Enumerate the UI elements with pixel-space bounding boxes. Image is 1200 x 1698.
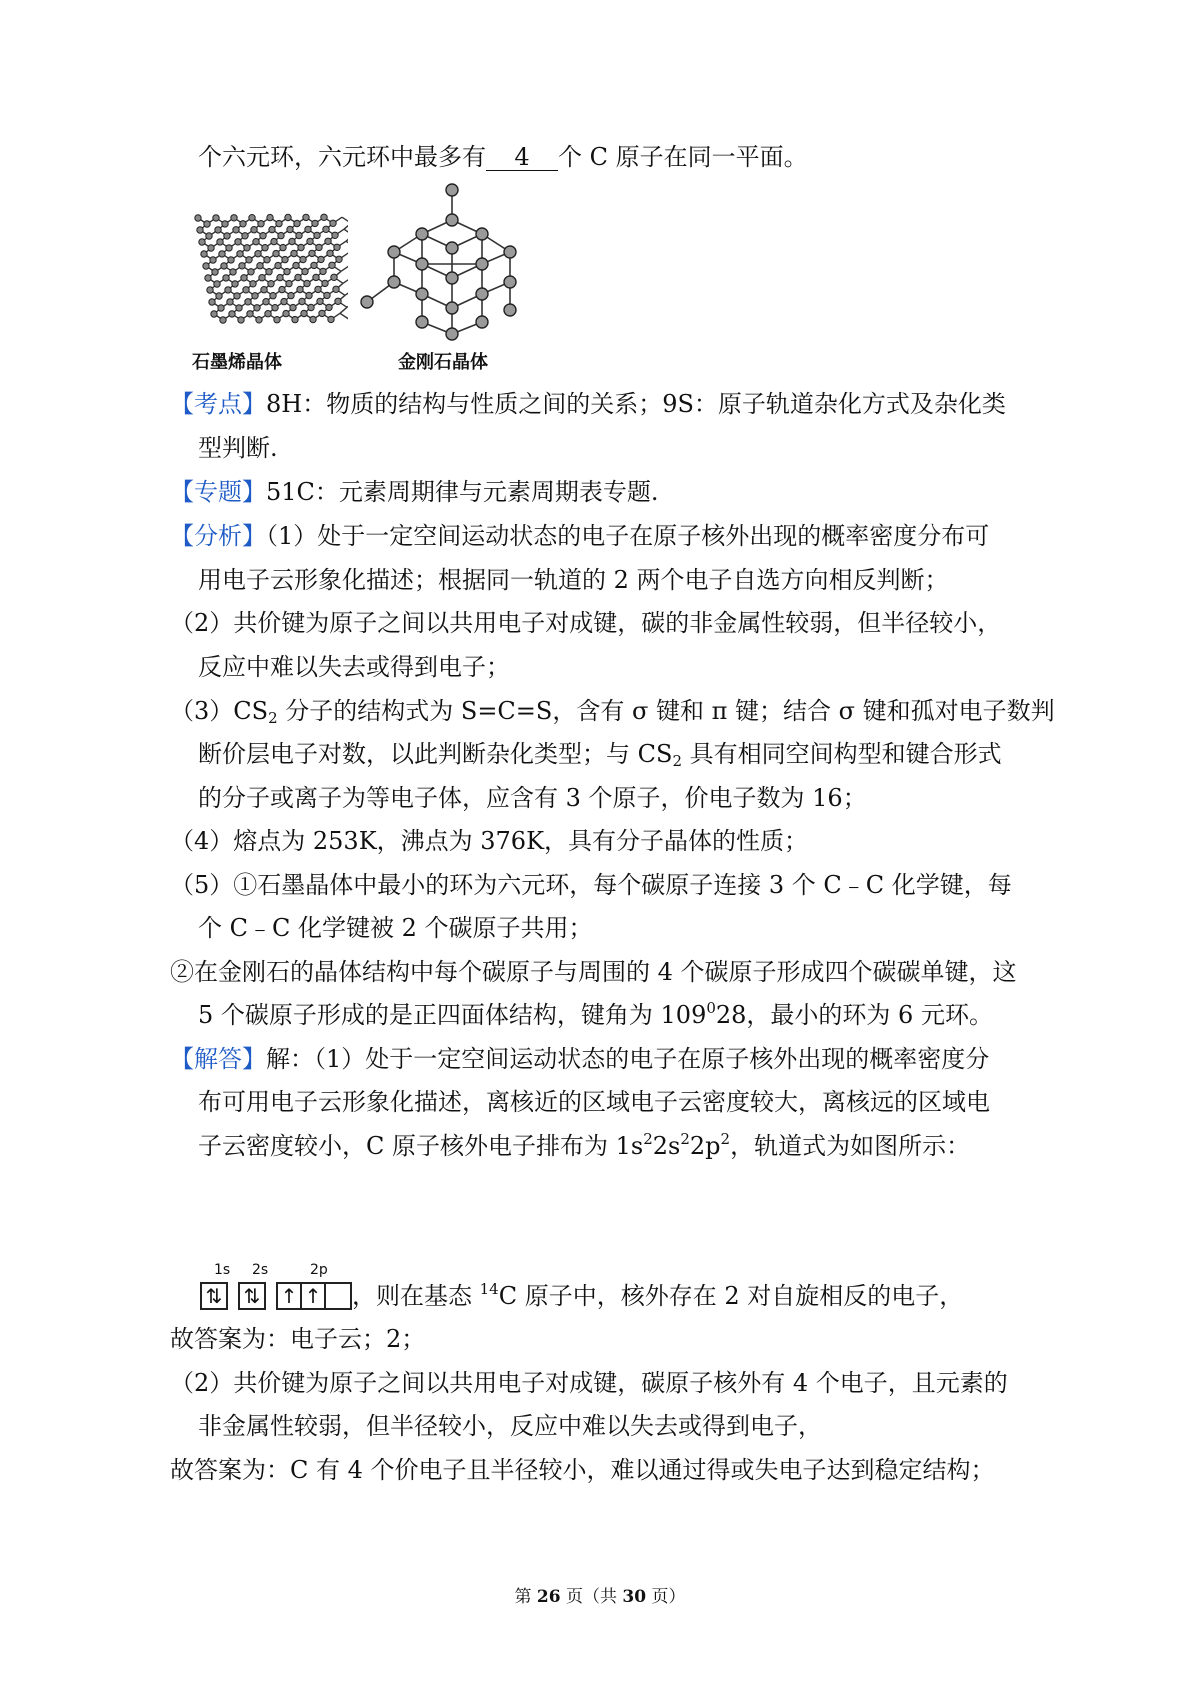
diamond-crystal-figure — [352, 182, 532, 342]
atom — [318, 256, 324, 262]
text-line — [198, 998, 993, 1032]
atom — [446, 184, 458, 196]
atom — [281, 298, 287, 304]
text-span: 28，最小的环为 6 元环。 — [715, 1001, 993, 1029]
text-span: ，轨道式为如图所示： — [730, 1132, 971, 1160]
text-span: 用电子云形象化描述；根据同一轨道的 2 两个电子自选方向相反判断； — [198, 566, 949, 594]
diamond-caption: 金刚石晶体 — [398, 352, 488, 373]
bond — [344, 223, 348, 229]
atom — [224, 233, 230, 239]
atom — [225, 287, 231, 293]
atom — [321, 214, 327, 220]
atom — [330, 220, 336, 226]
atom — [310, 316, 316, 322]
atom — [297, 286, 303, 292]
atom — [335, 298, 341, 304]
atom — [476, 316, 488, 328]
atom — [261, 287, 267, 293]
text-span: 2p — [689, 1132, 721, 1160]
atom — [272, 305, 278, 311]
atom — [274, 317, 280, 323]
atom — [305, 226, 311, 232]
text-span: （3）CS — [170, 697, 269, 725]
atom — [319, 310, 325, 316]
atom — [240, 221, 246, 227]
atom — [208, 245, 214, 251]
atom — [416, 316, 428, 328]
text-line — [198, 140, 808, 174]
atom — [230, 269, 236, 275]
text-span: （2）共价键为原子之间以共用电子对成键，碳的非金属性较弱，但半径较小， — [170, 609, 1002, 637]
atom — [280, 244, 286, 250]
atom — [223, 275, 229, 281]
text-line — [198, 431, 278, 465]
text-line — [198, 563, 949, 597]
bond — [342, 217, 348, 223]
text-line — [170, 824, 808, 858]
atom — [204, 221, 210, 227]
text-span: 故答案为：电子云；2； — [170, 1325, 426, 1353]
atom — [331, 274, 337, 280]
atom — [210, 257, 216, 263]
text-line — [198, 781, 867, 815]
superscript: 2 — [680, 1130, 690, 1148]
atom — [307, 238, 313, 244]
orbital-label-2s: 2s — [252, 1262, 269, 1278]
atom — [298, 244, 304, 250]
atom — [219, 251, 225, 257]
atom — [317, 298, 323, 304]
text-span: 断价层电子对数，以此判断杂化类型；与 CS — [198, 740, 673, 768]
atom — [260, 233, 266, 239]
bond — [344, 229, 348, 235]
atom — [251, 227, 257, 233]
atom — [207, 287, 213, 293]
atom — [243, 287, 249, 293]
atom — [212, 269, 218, 275]
text-line — [170, 694, 1055, 728]
bond — [345, 289, 348, 295]
atom — [229, 311, 235, 317]
atom — [301, 310, 307, 316]
atom — [206, 233, 212, 239]
atom — [262, 245, 268, 251]
text-span: 反应中难以失去或得到电子； — [198, 653, 510, 681]
text-span: 个 C﹣C 化学键被 2 个碳原子共用； — [198, 914, 593, 942]
atom — [215, 227, 221, 233]
atom — [504, 304, 516, 316]
atom — [476, 288, 488, 300]
text-line — [170, 606, 1001, 640]
text-span: 型判断. — [198, 434, 278, 462]
atom — [293, 262, 299, 268]
graphene-crystal-figure — [168, 200, 348, 345]
atom — [284, 268, 290, 274]
atom — [247, 311, 253, 317]
text-line — [352, 1279, 963, 1313]
atom — [232, 281, 238, 287]
atom — [294, 220, 300, 226]
atom — [476, 228, 488, 240]
page-total: 30 — [622, 1587, 647, 1607]
atom — [266, 269, 272, 275]
text-line — [170, 519, 989, 553]
atom — [242, 233, 248, 239]
orbital-cell — [326, 1284, 350, 1308]
atom — [504, 276, 516, 288]
atom — [255, 251, 261, 257]
atom — [277, 274, 283, 280]
atom — [269, 226, 275, 232]
orbital-label-1s: 1s — [214, 1262, 231, 1278]
atom — [264, 257, 270, 263]
atom — [302, 268, 308, 274]
atom — [236, 305, 242, 311]
text-line — [170, 868, 1012, 902]
superscript: 2 — [720, 1130, 731, 1148]
text-span: ，则在基态 — [352, 1282, 480, 1310]
atom — [273, 250, 279, 256]
text-span: 解：（1）处于一定空间运动状态的电子在原子核外出现的概率密度分 — [266, 1045, 990, 1073]
atom — [275, 262, 281, 268]
text-span: （1）处于一定空间运动状态的电子在原子核外出现的概率密度分布可 — [266, 522, 990, 550]
text-line — [198, 650, 510, 684]
atom — [258, 221, 264, 227]
atom — [290, 304, 296, 310]
atom — [268, 281, 274, 287]
text-span: 2s — [652, 1132, 681, 1160]
atom — [312, 220, 318, 226]
atom — [309, 250, 315, 256]
atom — [244, 245, 250, 251]
atom — [288, 292, 294, 298]
text-span: 子云密度较小，C 原子核外电子排布为 1s — [198, 1132, 644, 1160]
text-span: 非金属性较弱，但半径较小，反应中难以失去或得到电子， — [198, 1412, 822, 1440]
page-footer — [0, 1582, 1200, 1607]
atom — [209, 299, 215, 305]
atom — [320, 268, 326, 274]
atom — [278, 232, 284, 238]
atom — [270, 293, 276, 299]
atom — [250, 281, 256, 287]
atom — [245, 299, 251, 305]
footer-text: 第 — [514, 1587, 537, 1607]
text-line — [170, 1366, 1008, 1400]
atom — [221, 263, 227, 269]
bond — [343, 277, 348, 283]
atom — [361, 296, 373, 308]
atom — [299, 298, 305, 304]
text-span: （5）①石墨晶体中最小的环为六元环，每个碳原子连接 3 个 C﹣C 化学键，每 — [170, 871, 1012, 899]
superscript: 2 — [643, 1130, 653, 1148]
atom — [259, 275, 265, 281]
bond — [340, 313, 348, 319]
atom — [303, 214, 309, 220]
atom — [195, 215, 201, 221]
atom — [237, 251, 243, 257]
text-line — [198, 1409, 822, 1443]
footer-text: 页（共 — [560, 1587, 623, 1607]
atom — [322, 280, 328, 286]
atom — [446, 272, 458, 284]
atom — [327, 250, 333, 256]
atom — [197, 227, 203, 233]
atom — [239, 263, 245, 269]
atom — [234, 293, 240, 299]
superscript: 0 — [706, 999, 716, 1017]
atom — [222, 221, 228, 227]
text-span: 的分子或离子为等电子体，应含有 3 个原子，价电子数为 16； — [198, 784, 867, 812]
bond — [340, 307, 347, 313]
atom — [388, 276, 400, 288]
atom — [416, 288, 428, 300]
atom — [332, 232, 338, 238]
atom — [291, 250, 297, 256]
orbital-box-1s: ⇅ — [200, 1282, 228, 1310]
text-span: 故答案为：C 有 4 个价电子且半径较小，难以通过得或失电子达到稳定结构； — [170, 1456, 995, 1484]
atom — [416, 258, 428, 270]
text-line — [170, 1453, 995, 1487]
atom — [329, 262, 335, 268]
atom — [287, 226, 293, 232]
text-span: 个 C 原子在同一平面。 — [558, 143, 808, 171]
atom — [203, 263, 209, 269]
section-tag-zhuanti: 【专题】 — [170, 478, 266, 506]
footer-text: 页） — [646, 1587, 686, 1607]
atom — [217, 239, 223, 245]
atom — [233, 227, 239, 233]
atom — [446, 302, 458, 314]
orbital-box-2s: ⇅ — [238, 1282, 266, 1310]
atom — [271, 238, 277, 244]
atom — [205, 275, 211, 281]
atom — [214, 281, 220, 287]
atom — [218, 305, 224, 311]
text-line — [198, 737, 1002, 771]
text-span: 51C：元素周期律与元素周期表专题. — [266, 478, 659, 506]
atom — [296, 232, 302, 238]
atom — [325, 238, 331, 244]
text-span: 5 个碳原子形成的是正四面体结构，键角为 109 — [198, 1001, 707, 1029]
atom — [279, 286, 285, 292]
atom — [199, 239, 205, 245]
atom — [292, 316, 298, 322]
text-span: 布可用电子云形象化描述，离核近的区域电子云密度较大，离核远的区域电 — [198, 1088, 990, 1116]
atom — [285, 214, 291, 220]
atom — [313, 274, 319, 280]
atom — [228, 257, 234, 263]
text-span: 分子的结构式为 S=C=S，含有 σ 键和 π 键；结合 σ 键和孤对电子数判 — [277, 697, 1055, 725]
atom — [211, 311, 217, 317]
text-span: C 原子中，核外存在 2 对自旋相反的电子， — [498, 1282, 964, 1310]
text-line — [198, 911, 593, 945]
atom — [446, 328, 458, 340]
atom — [253, 239, 259, 245]
text-line — [198, 1085, 990, 1119]
atom — [295, 274, 301, 280]
atom — [226, 245, 232, 251]
answer-blank: 4 — [486, 144, 558, 171]
atom — [476, 258, 488, 270]
atom — [257, 263, 263, 269]
atom — [416, 228, 428, 240]
graphene-caption: 石墨烯晶体 — [192, 352, 282, 373]
section-tag-jieda: 【解答】 — [170, 1045, 266, 1073]
text-span: ②在金刚石的晶体结构中每个碳原子与周围的 4 个碳原子形成四个碳碳单键，这 — [170, 958, 1017, 986]
orbital-box-2p — [276, 1282, 352, 1310]
atom — [276, 220, 282, 226]
atom — [249, 215, 255, 221]
atom — [336, 256, 342, 262]
text-span: 个六元环，六元环中最多有 — [198, 143, 486, 171]
atom — [227, 299, 233, 305]
atom — [252, 293, 258, 299]
atom — [316, 244, 322, 250]
text-line — [170, 475, 659, 509]
atom — [235, 239, 241, 245]
text-line — [170, 955, 1017, 989]
atom — [504, 246, 516, 258]
atom — [263, 299, 269, 305]
atom — [388, 246, 400, 258]
atom — [213, 215, 219, 221]
bond — [346, 235, 348, 241]
orbital-cell: ↑ — [278, 1284, 302, 1308]
atom — [446, 214, 458, 226]
atom — [308, 304, 314, 310]
atom — [323, 226, 329, 232]
atom — [238, 317, 244, 323]
atom — [326, 304, 332, 310]
orbital-cell: ↑ — [302, 1284, 326, 1308]
atom — [286, 280, 292, 286]
atom — [254, 305, 260, 311]
atom — [265, 311, 271, 317]
atom — [220, 317, 226, 323]
atom — [328, 316, 334, 322]
bond — [347, 301, 348, 307]
atom — [333, 286, 339, 292]
atom — [246, 257, 252, 263]
section-tag-kaodian: 【考点】 — [170, 390, 266, 418]
atom — [216, 293, 222, 299]
atom — [324, 292, 330, 298]
atom — [282, 256, 288, 262]
orbital-label-2p: 2p — [310, 1262, 328, 1278]
atom — [304, 280, 310, 286]
atom — [314, 232, 320, 238]
subscript: 2 — [268, 709, 278, 727]
text-line — [198, 1129, 970, 1163]
text-span: 具有相同空间构型和键合形式 — [681, 740, 1002, 768]
atom — [283, 310, 289, 316]
atom — [334, 244, 340, 250]
atom — [231, 215, 237, 221]
atom — [315, 286, 321, 292]
text-line — [170, 1322, 425, 1356]
atom — [241, 275, 247, 281]
text-line — [170, 1042, 989, 1076]
atom — [256, 317, 262, 323]
section-tag-fenxi: 【分析】 — [170, 522, 266, 550]
page-number: 26 — [536, 1587, 561, 1607]
subscript: 2 — [672, 752, 682, 770]
atom — [201, 251, 207, 257]
atom — [311, 262, 317, 268]
bond — [346, 241, 348, 247]
bond — [341, 265, 348, 271]
atom — [267, 214, 273, 220]
atom — [446, 242, 458, 254]
atom — [306, 292, 312, 298]
superscript: 14 — [479, 1280, 499, 1298]
text-span: 8H：物质的结构与性质之间的关系；9S：原子轨道杂化方式及杂化类 — [266, 390, 1006, 418]
text-span: （2）共价键为原子之间以共用电子对成键，碳原子核外有 4 个电子，且元素的 — [170, 1369, 1008, 1397]
atom — [300, 256, 306, 262]
text-line — [170, 387, 1006, 421]
atom — [289, 238, 295, 244]
text-span: （4）熔点为 253K，沸点为 376K，具有分子晶体的性质； — [170, 827, 809, 855]
atom — [248, 269, 254, 275]
